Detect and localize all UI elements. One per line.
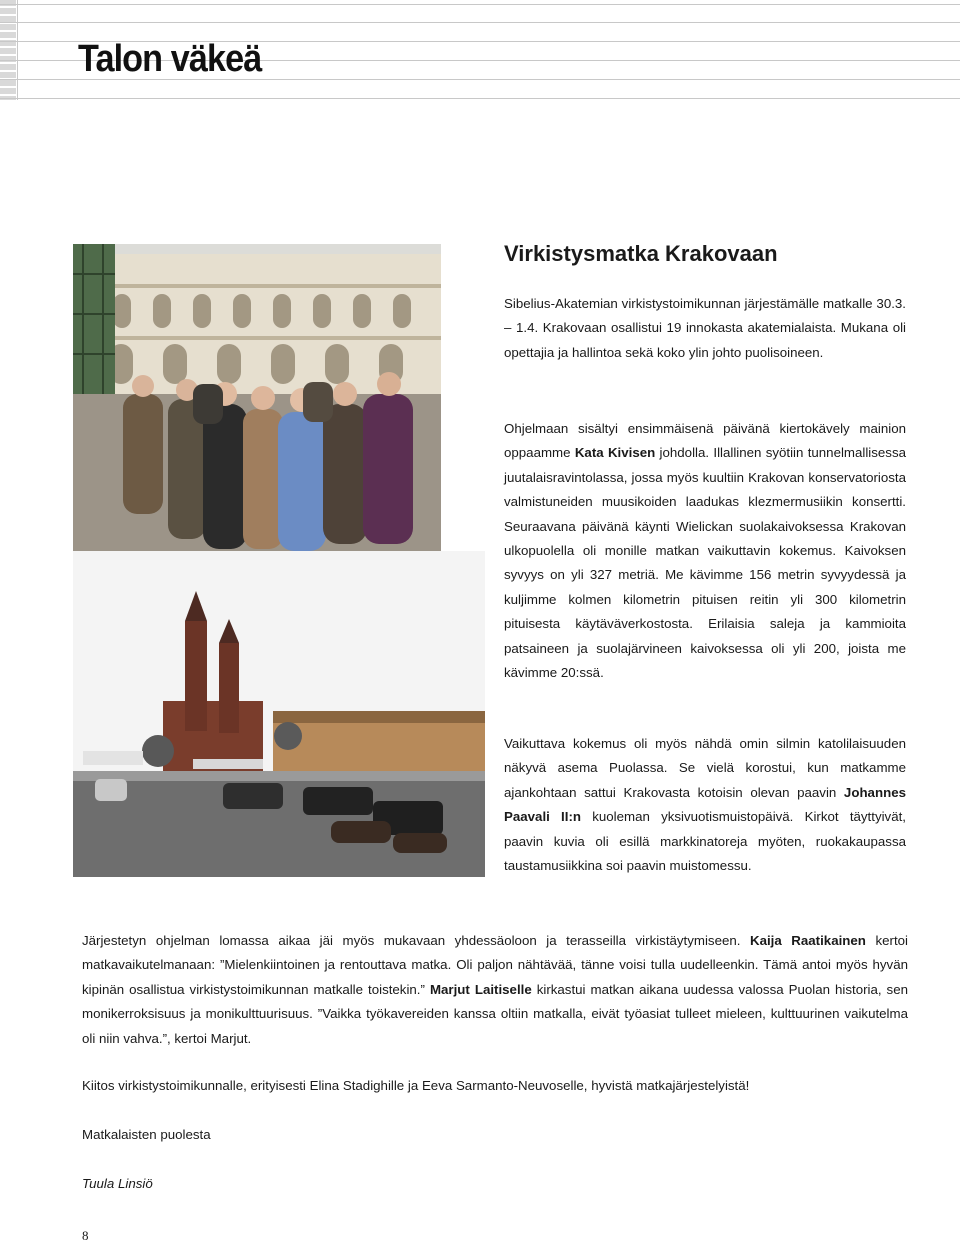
body-paragraph-1: Ohjelmaan sisältyi ensimmäisenä päivänä kiertokävely mainion oppaamme Kata Kivisen johdolla. Illallinen syötiin tunnelmallisessa juutalaisravintolassa, jossa myös kuultiin Krakovan konservatoriosta valmistuneiden muusikoiden laadukas klezmermusiikin konsertti. Seuraavana päivänä käynti Wielickan suolakaivoksessa Krakovan ulkopuolella oli monille matkan vaikuttavin kokemus. Kaivoksen syvyys on yli 327 metriä. Me kävimme 156 metrin syvyydessä ja kuljimme kolmen kilometrin pituisen reitin yli 300 kilometrin pituisesta käytäväverkostosta. Erilaisia saleja ja kammioita patsaineen ja suolajärvineen kaivoksessa oli yli 200, joista me kävimme 20:ssä. [504, 421, 906, 681]
article-title: Virkistysmatka Krakovaan [504, 241, 778, 266]
body-paragraph-2: Vaikuttava kokemus oli myös nähdä omin silmin katolilaisuuden näkyvä asema Puolassa. Se vielä korostui, kun matkamme ajankohtaan sattui Krakovasta kotoisin olevan paavin Johannes Paavali II:n kuoleman yksivuotismuistopäivä. Kirkot täyttyivät, paavin kuvia oli esillä markkinatoreja myöten, ruokakaupassa taustamusiikkina soi paavin muistomessu. [504, 736, 906, 874]
intro-paragraph: Sibelius-Akatemian virkistystoimikunnan järjestämälle matkalle 30.3. – 1.4. Krakovaan osallistui 19 innokasta akatemialaista. Mukana oli opettajia ja hallintoa sekä koko ylin johto puolisoineen. [504, 296, 906, 360]
person-name-kaija: Kaija Raatikainen [749, 933, 866, 948]
body-paragraph-3: Järjestetyn ohjelman lomassa aikaa jäi myös mukavaan yhdessäoloon ja terasseilla virkistäytymiseen. Kaija Raatikainen kertoi matkavaikutelmanaan: ”Mielenkiintoinen ja rentouttava matka. Oli paljon nähtävää, tänne voisi tulla uudelleenkin. Tämä antoi myös hyvän kipinän osallistua virkistystoimikunnan matkalle toistekin.” Marjut Laitiselle kirkastui matkan aikana uudessa valossa Puolan historia, sen monikerroksisuus ja monikulttuurisuus. ”Vaikka työkavereiden kanssa oltiin matkalla, eivät työasiat tulleet mieleen, kulttuurinen vaikutelma oli niin vahva.”, kertoi Marjut. [82, 933, 908, 1046]
group-photo [73, 244, 441, 551]
page-number: 8 [82, 1228, 89, 1243]
signature: Tuula Linsiö [82, 1176, 153, 1191]
person-name-marjut: Marjut Laitiselle [429, 981, 532, 997]
guide-name: Kata Kivisen [574, 445, 656, 461]
behalf-line: Matkalaisten puolesta [82, 1127, 211, 1142]
header-band [0, 0, 960, 100]
page-title: Talon väkeä [78, 38, 262, 80]
pope-name: Johannes Paavali II:n [504, 784, 906, 825]
market-square-photo [73, 551, 485, 877]
header-decoration [0, 0, 16, 100]
thanks-paragraph: Kiitos virkistystoimikunnalle, erityisesti Elina Stadighille ja Eeva Sarmanto-Neuvoselle, hyvistä matkajärjestelyistä! [82, 1078, 750, 1093]
